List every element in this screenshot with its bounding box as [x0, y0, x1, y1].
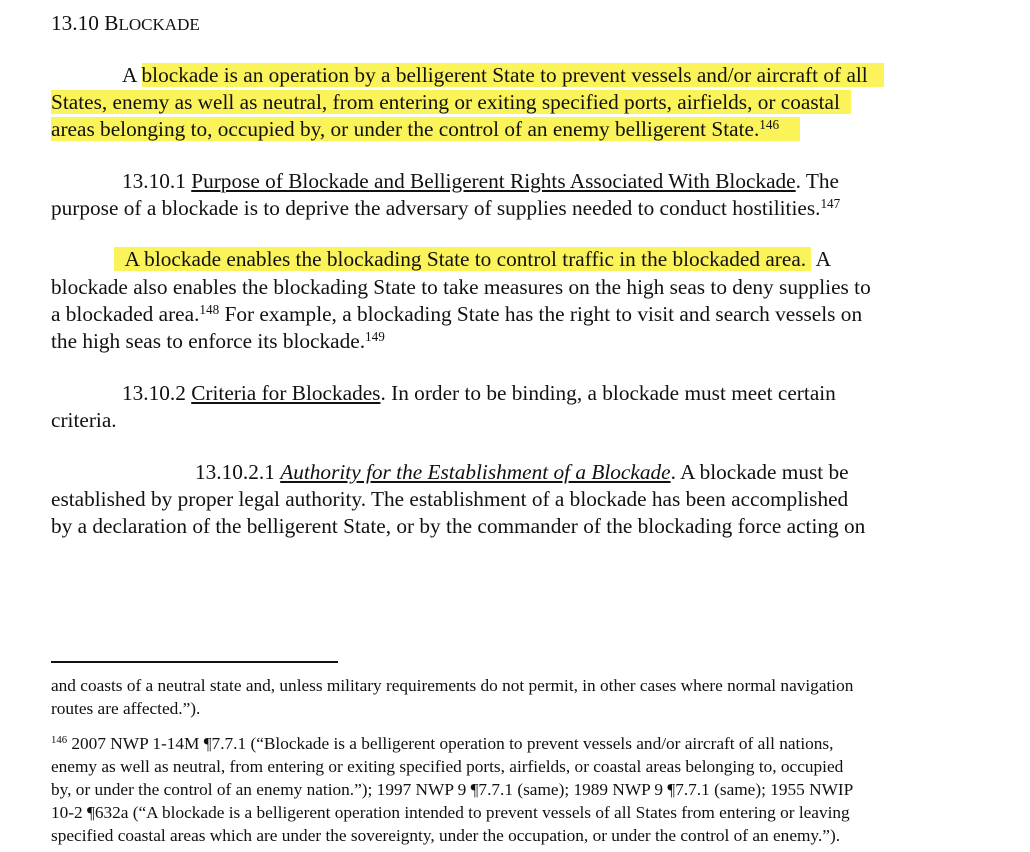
highlight: blockade is an operation by a belligerent State to prevent vessels and/or aircraft of all — [141, 63, 868, 87]
footnote-continuation-line-2: routes are affected.”). — [51, 699, 201, 718]
subsection-title: Criteria for Blockades — [191, 381, 381, 405]
footnote-146-line-4: 10-2 ¶632a (“A blockade is a belligerent operation intended to prevent vessels of all States from entering or leaving — [51, 803, 850, 822]
footnote-146-line-1: $^{146}$ 2007 NWP 1-14M ¶7.7.1 (“Blockade is a belligerent operation to prevent vessels and/or aircraft of all nations, — [51, 734, 834, 753]
p3-line-2: blockade also enables the blockading State to take measures on the high seas to deny supplies to — [51, 275, 871, 299]
highlight: areas belonging to, occupied by, or under the control of an enemy belligerent State.$^{146}$ — [51, 117, 800, 141]
footnote-separator — [51, 661, 338, 663]
p3-line-4: the high seas to enforce its blockade.$^{149}$ — [51, 328, 385, 353]
subsection-title: Purpose of Blockade and Belligerent Rights Associated With Blockade — [191, 169, 796, 193]
footnote-146-line-3: by, or under the control of an enemy nation.”); 1997 NWP 9 ¶7.7.1 (same); 1989 NWP 9 ¶7.7.1 (same); 1955 NWIP — [51, 780, 854, 799]
p3-line-1: A blockade enables the blockading State to control traffic in the blockaded area. A — [114, 246, 831, 273]
footnote-146-line-5: specified coastal areas which are under the sovereignty, under the occupation, or under the control of an enemy.”). — [51, 826, 841, 845]
footnote-number: 146 — [51, 734, 68, 747]
s1-line-1: 13.10.1 Purpose of Blockade and Belligerent Rights Associated With Blockade. The — [122, 169, 840, 193]
s3-line-2: established by proper legal authority. The establishment of a blockade has been accomplished — [51, 487, 849, 511]
subsection-number: 13.10.1 — [122, 169, 186, 193]
s3-line-3: by a declaration of the belligerent State, or by the commander of the blockading force acting on — [51, 514, 866, 538]
p1-line-3 — [51, 116, 800, 143]
highlight: States, enemy as well as neutral, from entering or exiting specified ports, airfields, or coastal — [51, 90, 840, 114]
p1-line-2 — [51, 89, 851, 116]
highlight: A blockade enables the blockading State to control traffic in the blockaded area. — [114, 247, 811, 271]
s1-line-2: purpose of a blockade is to deprive the adversary of supplies needed to conduct hostilities.$^{147}$ — [51, 195, 841, 220]
s2-line-1: 13.10.2 Criteria for Blockades. In order to be binding, a blockade must meet certain — [122, 381, 836, 405]
footnote-ref-148: 148 — [199, 301, 220, 317]
p3-line-3: a blockaded area.$^{148}$ For example, a blockading State has the right to visit and search vessels on — [51, 301, 863, 326]
section-number: 13.10 — [51, 11, 99, 35]
section-title: BLOCKADE — [104, 11, 200, 35]
footnote-ref-146: 146 — [759, 116, 780, 132]
s2-line-2: criteria. — [51, 408, 117, 432]
section-heading — [51, 10, 200, 37]
subsection-title: Authority for the Establishment of a Blockade — [280, 460, 671, 484]
subsection-number: 13.10.2.1 — [195, 460, 275, 484]
p1-line-1: A blockade is an operation by a belligerent State to prevent vessels and/or aircraft of all — [122, 62, 884, 89]
footnote-ref-147: 147 — [820, 195, 841, 211]
subsection-number: 13.10.2 — [122, 381, 186, 405]
footnote-ref-149: 149 — [365, 328, 385, 344]
footnote-146-line-2: enemy as well as neutral, from entering or exiting specified ports, airfields, or coastal areas belonging to, occupied — [51, 757, 844, 776]
footnote-continuation-line-1: and coasts of a neutral state and, unless military requirements do not permit, in other cases where normal navigation — [51, 676, 854, 695]
s3-line-1: 13.10.2.1 Authority for the Establishment of a Blockade. A blockade must be — [195, 460, 849, 484]
